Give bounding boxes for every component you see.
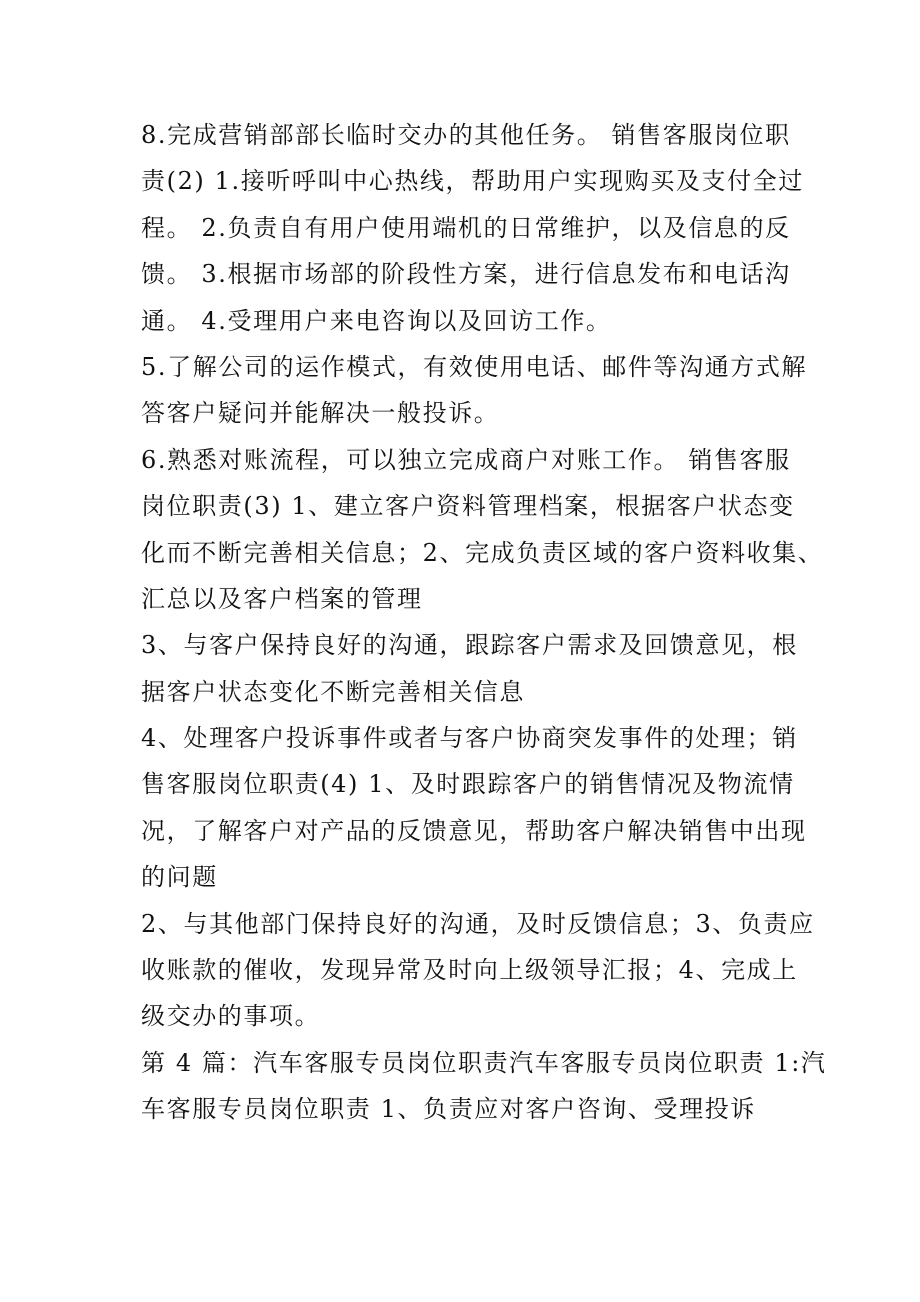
text-line: 责(2) 1.接听呼叫中心热线，帮助用户实现购买及支付全过 [141,167,804,196]
text-line: 收账款的催收，发现异常及时向上级领导汇报；4、完成上 [141,956,798,985]
text-line: 程。 2.负责自有用户使用端机的日常维护，以及信息的反 [141,213,791,242]
text-line: 车客服专员岗位职责 1、负责应对客户咨询、受理投诉 [141,1095,756,1124]
text-line: 级交办的事项。 [141,1002,321,1031]
text-line: 据客户状态变化不断完善相关信息 [141,677,525,706]
body-text [141,112,827,1133]
text-line: 汇总以及客户档案的管理 [141,584,423,613]
text-line: 馈。 3.根据市场部的阶段性方案，进行信息发布和电话沟 [141,260,791,289]
text-line: 5.了解公司的运作模式，有效使用电话、邮件等沟通方式解 [141,352,808,381]
text-line: 8.完成营销部部长临时交办的其他任务。 销售客服岗位职 [141,121,791,149]
text-line: 通。 4.受理用户来电咨询以及回访工作。 [141,306,612,335]
text-line: 的问题 [141,863,218,892]
text-line: 2、与其他部门保持良好的沟通，及时反馈信息；3、负责应 [141,909,815,938]
text-line: 岗位职责(3) 1、建立客户资料管理档案，根据客户状态变 [141,492,795,521]
text-line: 售客服岗位职责(4) 1、及时跟踪客户的销售情况及物流情 [141,770,795,799]
text-line: 第 4 篇：汽车客服专员岗位职责汽车客服专员岗位职责 1:汽 [141,1048,827,1077]
text-line: 4、处理客户投诉事件或者与客户协商突发事件的处理；销 [141,724,798,753]
text-line: 答客户疑问并能解决一般投诉。 [141,399,500,428]
text-line: 况，了解客户对产品的反馈意见，帮助客户解决销售中出现 [141,816,807,845]
text-line: 6.熟悉对账流程，可以独立完成商户对账工作。 销售客服 [141,445,791,474]
text-line: 3、与客户保持良好的沟通，跟踪客户需求及回馈意见，根 [141,631,798,660]
text-line: 化而不断完善相关信息；2、完成负责区域的客户资料收集、 [141,538,824,567]
